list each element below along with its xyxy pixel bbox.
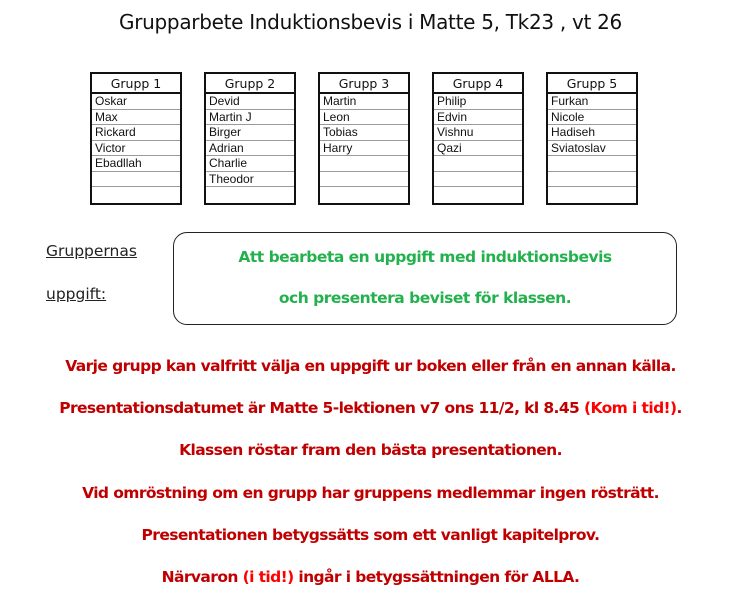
page-title: Grupparbete Induktionsbevis i Matte 5, Tk23 , vt 26 [119, 10, 622, 34]
member-cell: Martin [320, 94, 408, 110]
member-cell: Edvin [434, 110, 522, 126]
group-table-1 [90, 72, 182, 205]
member-cell: Rickard [92, 125, 180, 141]
member-cell: Furkan [548, 94, 636, 110]
task-label-line2: uppgift: [46, 285, 107, 303]
rule-choose-task: Varje grupp kan valfritt välja en uppgift ur boken eller från en annan källa. [65, 357, 676, 375]
group-table-5 [546, 72, 638, 205]
member-cell [548, 156, 636, 172]
member-cell [320, 187, 408, 203]
rule-attendance-start: Närvaron [161, 568, 243, 586]
rule-date-text: Presentationsdatumet är Matte 5-lektionen v7 ons 11/2, kl 8.45 [59, 399, 585, 417]
member-cell: Martin J [206, 110, 294, 126]
group-header: Grupp 4 [434, 74, 522, 94]
member-cell: Max [92, 110, 180, 126]
group-table-4 [432, 72, 524, 205]
member-cell: Harry [320, 141, 408, 157]
member-cell: Vishnu [434, 125, 522, 141]
member-cell: Qazi [434, 141, 522, 157]
rule-date-end: . [676, 399, 682, 417]
rule-no-vote-own-group: Vid omröstning om en grupp har gruppens medlemmar ingen rösträtt. [82, 484, 659, 502]
group-table-2 [204, 72, 296, 205]
rule-attendance-highlight: (i tid!) [242, 568, 294, 586]
group-header: Grupp 5 [548, 74, 636, 94]
member-cell: Ebadllah [92, 156, 180, 172]
group-table-3 [318, 72, 410, 205]
member-cell: Birger [206, 125, 294, 141]
group-header: Grupp 3 [320, 74, 408, 94]
rule-date-highlight: (Kom i tid!) [584, 399, 677, 417]
group-header: Grupp 2 [206, 74, 294, 94]
member-cell [548, 172, 636, 188]
task-box [173, 232, 677, 325]
member-cell [434, 156, 522, 172]
member-cell: Devid [206, 94, 294, 110]
group-header: Grupp 1 [92, 74, 180, 94]
rule-grading: Presentationen betygssätts som ett vanligt kapitelprov. [141, 526, 600, 544]
rule-attendance-end: ingår i betygssättningen för ALLA. [293, 568, 580, 586]
member-cell [92, 172, 180, 188]
member-cell: Adrian [206, 141, 294, 157]
member-cell [92, 187, 180, 203]
rule-class-vote: Klassen röstar fram den bästa presentationen. [179, 441, 562, 459]
member-cell [434, 187, 522, 203]
member-cell: Theodor [206, 172, 294, 188]
member-cell: Sviatoslav [548, 141, 636, 157]
member-cell: Charlie [206, 156, 294, 172]
member-cell [320, 172, 408, 188]
member-cell: Leon [320, 110, 408, 126]
member-cell: Philip [434, 94, 522, 110]
member-cell: Tobias [320, 125, 408, 141]
task-description-line2: och presentera beviset för klassen. [278, 289, 572, 307]
member-cell: Hadiseh [548, 125, 636, 141]
member-cell [206, 187, 294, 203]
rule-attendance [0, 568, 741, 586]
rule-presentation-date [0, 399, 741, 417]
member-cell: Oskar [92, 94, 180, 110]
member-cell [548, 187, 636, 203]
member-cell [434, 172, 522, 188]
member-cell: Nicole [548, 110, 636, 126]
member-cell [320, 156, 408, 172]
member-cell: Victor [92, 141, 180, 157]
task-label-line1: Gruppernas [46, 242, 137, 260]
task-description-line1: Att bearbeta en uppgift med induktionsbevis [238, 248, 612, 266]
